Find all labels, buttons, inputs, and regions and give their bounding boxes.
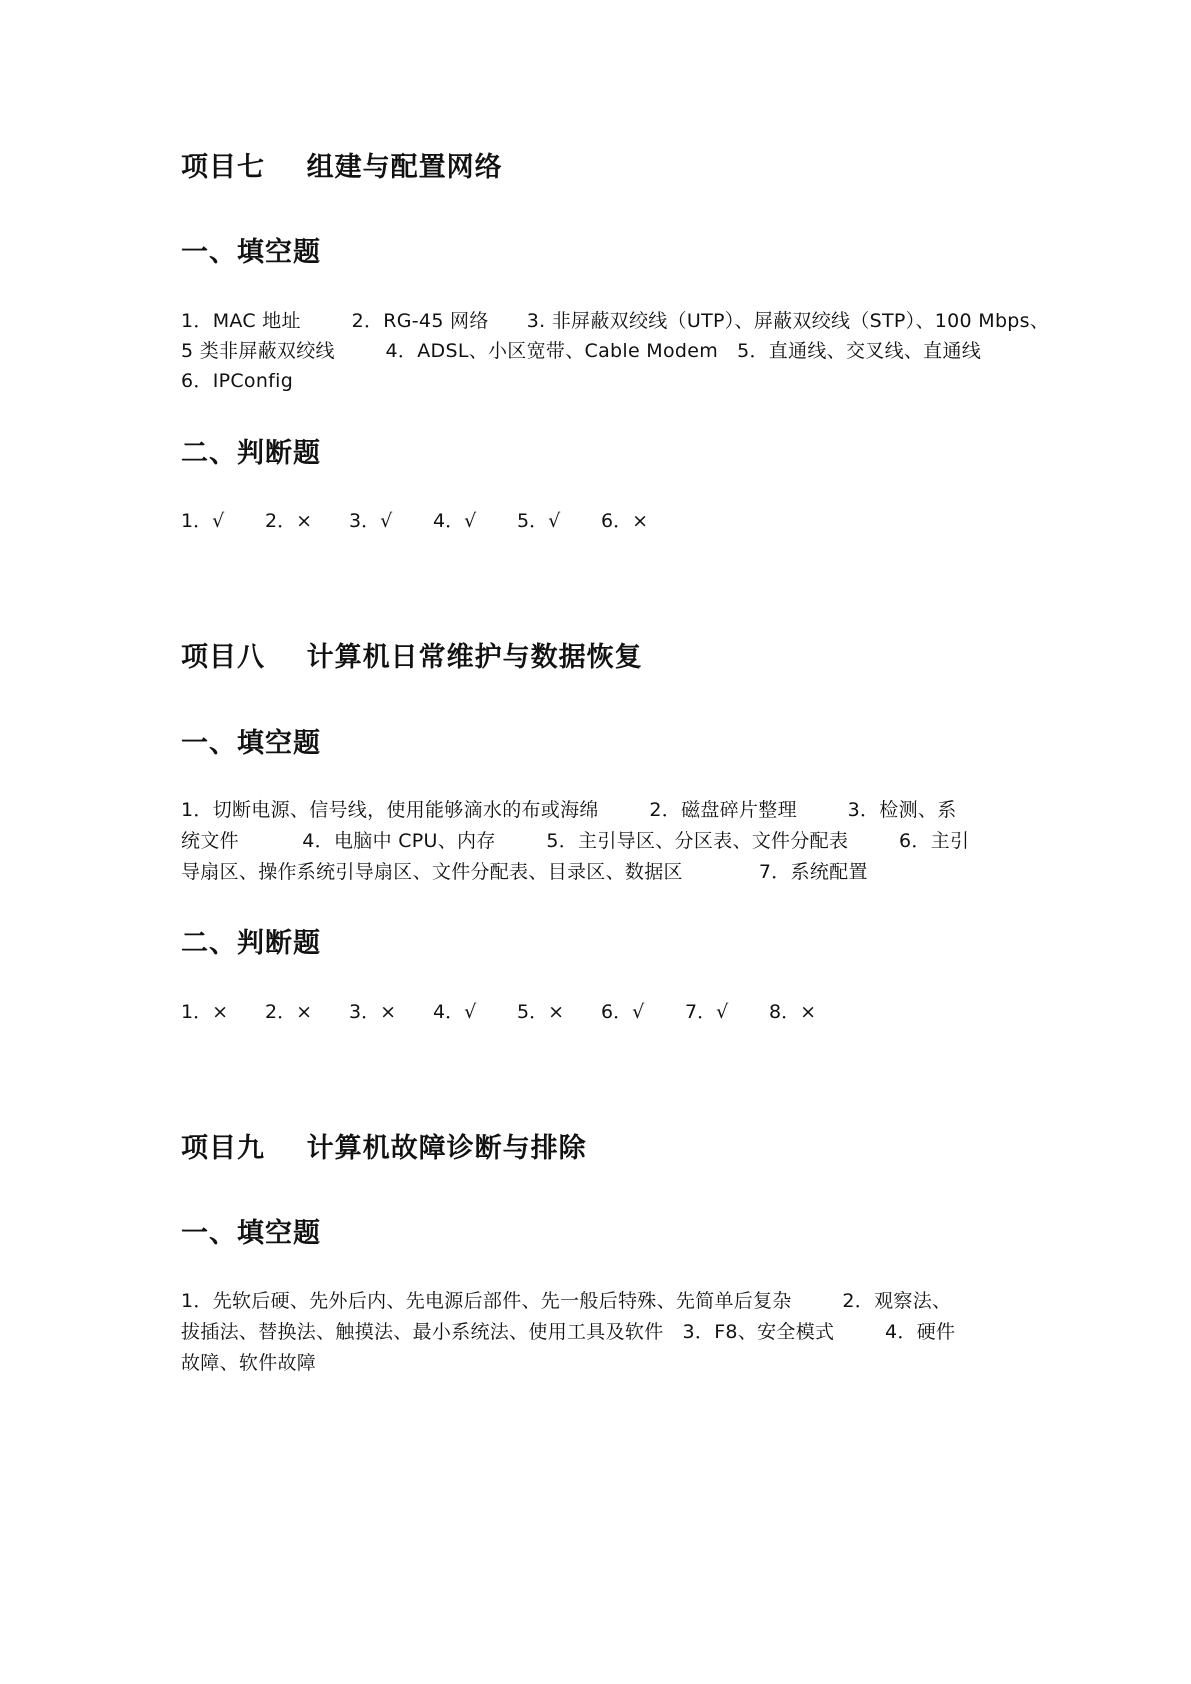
tf-answer: 1．× xyxy=(181,1001,229,1023)
project-8-fill-line: 导扇区、操作系统引导扇区、文件分配表、目录区、数据区 7．系统配置 xyxy=(181,861,868,883)
project-7-fill-line: 1．MAC 地址 2．RG-45 网络 3. 非屏蔽双绞线（UTP）、屏蔽双绞线（STP）、100 Mbps、 xyxy=(181,310,1050,332)
tf-answer: 1．√ xyxy=(181,510,225,532)
tf-answer: 4．√ xyxy=(433,1001,477,1023)
project-8-tf-heading: 二、判断题 xyxy=(181,928,321,959)
tf-answer: 8．× xyxy=(769,1001,817,1023)
project-9-fill-line: 故障、软件故障 xyxy=(181,1352,317,1374)
project-9-fill-line: 1．先软后硬、先外后内、先电源后部件、先一般后特殊、先简单后复杂 2．观察法、 xyxy=(181,1290,952,1312)
project-9-fill-line: 拔插法、替换法、触摸法、最小系统法、使用工具及软件 3．F8、安全模式 4．硬件 xyxy=(181,1321,956,1343)
tf-answer: 2．× xyxy=(265,1001,313,1023)
tf-answer: 3．× xyxy=(349,1001,397,1023)
project-9-fill-heading: 一、填空题 xyxy=(181,1218,321,1249)
tf-answer: 7．√ xyxy=(685,1001,729,1023)
tf-answer: 2．× xyxy=(265,510,313,532)
project-8-tf-answers xyxy=(181,1001,1031,1025)
tf-answer: 5．× xyxy=(517,1001,565,1023)
project-8-fill-heading: 一、填空题 xyxy=(181,728,321,759)
project-7-tf-heading: 二、判断题 xyxy=(181,438,321,469)
project-9-title: 项目九 计算机故障诊断与排除 xyxy=(181,1133,587,1164)
tf-answer: 6．× xyxy=(601,510,649,532)
project-8-fill-line: 统文件 4．电脑中 CPU、内存 5．主引导区、分区表、文件分配表 6．主引 xyxy=(181,830,970,852)
tf-answer: 6．√ xyxy=(601,1001,645,1023)
project-7-fill-line: 6．IPConfig xyxy=(181,370,294,392)
tf-answer: 4．√ xyxy=(433,510,477,532)
project-7-fill-heading: 一、填空题 xyxy=(181,237,321,268)
project-7-title: 项目七 组建与配置网络 xyxy=(181,152,503,183)
project-8-title: 项目八 计算机日常维护与数据恢复 xyxy=(181,642,643,673)
tf-answer: 5．√ xyxy=(517,510,561,532)
project-7-tf-answers xyxy=(181,510,1031,534)
project-7-fill-line: 5 类非屏蔽双绞线 4．ADSL、小区宽带、Cable Modem 5．直通线、交叉线、直通线 xyxy=(181,340,982,362)
project-8-fill-line: 1．切断电源、信号线，使用能够滴水的布或海绵 2．磁盘碎片整理 3．检测、系 xyxy=(181,799,957,821)
tf-answer: 3．√ xyxy=(349,510,393,532)
